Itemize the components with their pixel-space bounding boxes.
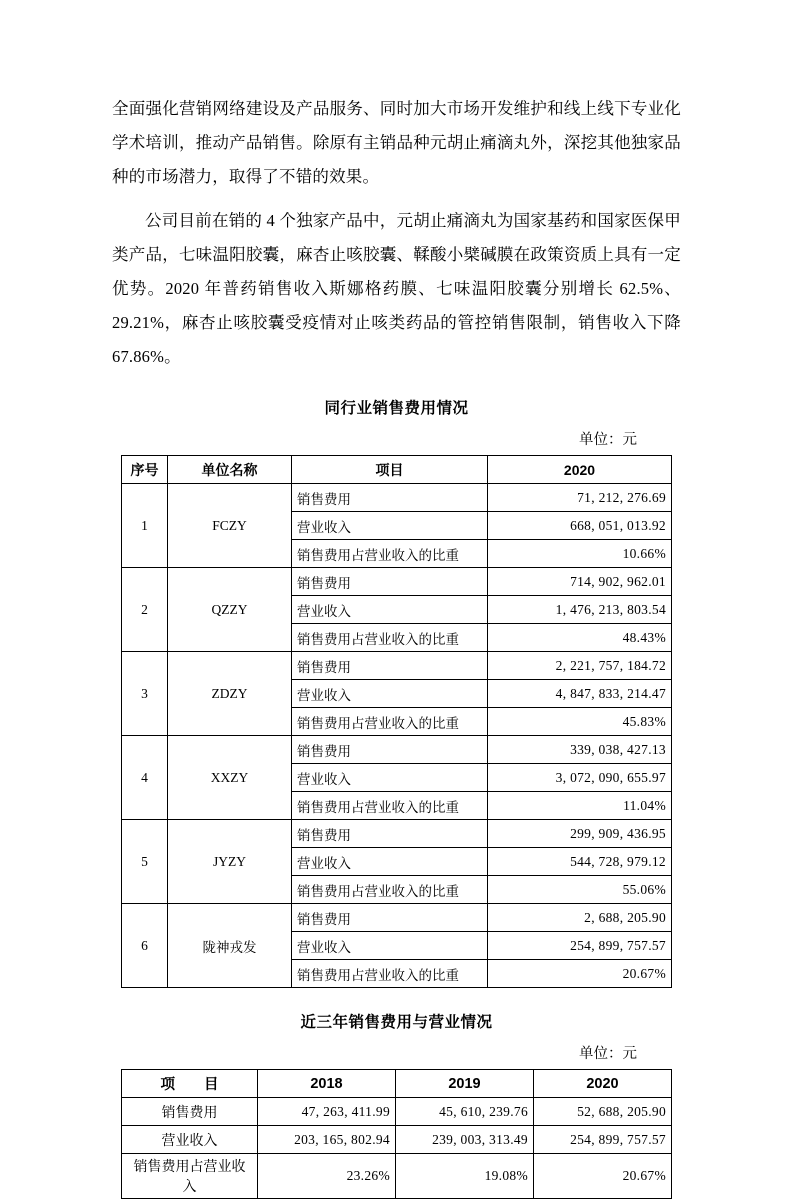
cell-item-label: 销售费用 [292, 736, 488, 764]
cell-item-label: 销售费用 [292, 904, 488, 932]
cell-value: 48.43% [488, 624, 672, 652]
table-row [122, 904, 672, 932]
cell-row-label: 营业收入 [122, 1126, 258, 1154]
cell-value: 52, 688, 205.90 [534, 1098, 672, 1126]
cell-value: 299, 909, 436.95 [488, 820, 672, 848]
cell-item-label: 销售费用占营业收入的比重 [292, 960, 488, 988]
table-row [122, 1098, 672, 1126]
cell-value: 45.83% [488, 708, 672, 736]
cell-no: 1 [122, 484, 168, 568]
col-header-2020: 2020 [534, 1070, 672, 1098]
cell-item-label: 销售费用 [292, 484, 488, 512]
table-row [122, 1154, 672, 1199]
col-header-item: 项目 [292, 456, 488, 484]
cell-item-label: 销售费用占营业收入的比重 [292, 876, 488, 904]
cell-item-label: 销售费用占营业收入的比重 [292, 540, 488, 568]
paragraph-2: 公司目前在销的 4 个独家产品中，元胡止痛滴丸为国家基药和国家医保甲类产品，七味温阳胶囊，麻杏止咳胶囊、鞣酸小檗碱膜在政策资质上具有一定优势。2020 年普药销售收入斯娜格药膜、七味温阳胶囊分别增长 62.5%、29.21%，麻杏止咳胶囊受疫情对止咳类药品的管控销售限制，销售收入下降 67.86%。 [112, 211, 681, 366]
col-header-2018: 2018 [258, 1070, 396, 1098]
table-row [122, 652, 672, 680]
cell-value: 23.26% [258, 1154, 396, 1199]
table-row [122, 568, 672, 596]
cell-value: 254, 899, 757.57 [534, 1126, 672, 1154]
table-row [122, 820, 672, 848]
table-header-row [122, 1070, 672, 1098]
cell-value: 20.67% [534, 1154, 672, 1199]
cell-value: 2, 688, 205.90 [488, 904, 672, 932]
table-three-year-sales-expense [121, 1069, 672, 1199]
col-header-company: 单位名称 [168, 456, 292, 484]
cell-value: 71, 212, 276.69 [488, 484, 672, 512]
cell-item-label: 销售费用 [292, 820, 488, 848]
cell-value: 668, 051, 013.92 [488, 512, 672, 540]
cell-company: 陇神戎发 [168, 904, 292, 988]
cell-no: 2 [122, 568, 168, 652]
cell-row-label: 销售费用占营业收入 [122, 1154, 258, 1199]
table-row [122, 484, 672, 512]
cell-no: 4 [122, 736, 168, 820]
cell-item-label: 营业收入 [292, 512, 488, 540]
unit-label-table1: 单位：元 [579, 432, 637, 448]
cell-no: 5 [122, 820, 168, 904]
cell-value: 45, 610, 239.76 [396, 1098, 534, 1126]
section-title-industry-expense: 同行业销售费用情况 [324, 400, 469, 417]
table-row [122, 1126, 672, 1154]
cell-company: JYZY [168, 820, 292, 904]
col-header-no: 序号 [122, 456, 168, 484]
cell-item-label: 销售费用占营业收入的比重 [292, 792, 488, 820]
section-title-three-year: 近三年销售费用与营业情况 [300, 1014, 493, 1031]
cell-item-label: 营业收入 [292, 932, 488, 960]
paragraph-1: 全面强化营销网络建设及产品服务、同时加大市场开发维护和线上线下专业化学术培训，推动产品销售。除原有主销品种元胡止痛滴丸外，深挖其他独家品种的市场潜力，取得了不错的效果。 [112, 99, 681, 186]
cell-no: 3 [122, 652, 168, 736]
table-industry-sales-expense [121, 455, 672, 988]
cell-value: 4, 847, 833, 214.47 [488, 680, 672, 708]
table-header-row [122, 456, 672, 484]
cell-value: 11.04% [488, 792, 672, 820]
table-row [122, 736, 672, 764]
cell-company: FCZY [168, 484, 292, 568]
cell-value: 19.08% [396, 1154, 534, 1199]
cell-item-label: 销售费用 [292, 652, 488, 680]
cell-item-label: 营业收入 [292, 596, 488, 624]
cell-item-label: 营业收入 [292, 848, 488, 876]
cell-row-label: 销售费用 [122, 1098, 258, 1126]
cell-item-label: 营业收入 [292, 764, 488, 792]
cell-value: 10.66% [488, 540, 672, 568]
cell-item-label: 销售费用 [292, 568, 488, 596]
cell-value: 544, 728, 979.12 [488, 848, 672, 876]
cell-value: 3, 072, 090, 655.97 [488, 764, 672, 792]
col-header-item: 项 目 [122, 1070, 258, 1098]
cell-value: 254, 899, 757.57 [488, 932, 672, 960]
cell-item-label: 销售费用占营业收入的比重 [292, 708, 488, 736]
cell-value: 339, 038, 427.13 [488, 736, 672, 764]
unit-label-table2: 单位：元 [579, 1046, 637, 1062]
cell-item-label: 营业收入 [292, 680, 488, 708]
cell-company: QZZY [168, 568, 292, 652]
paragraph-spacer [112, 194, 681, 204]
cell-no: 6 [122, 904, 168, 988]
cell-value: 2, 221, 757, 184.72 [488, 652, 672, 680]
cell-company: ZDZY [168, 652, 292, 736]
cell-value: 20.67% [488, 960, 672, 988]
cell-value: 239, 003, 313.49 [396, 1126, 534, 1154]
cell-company: XXZY [168, 736, 292, 820]
cell-value: 714, 902, 962.01 [488, 568, 672, 596]
cell-value: 55.06% [488, 876, 672, 904]
col-header-year: 2020 [488, 456, 672, 484]
cell-value: 47, 263, 411.99 [258, 1098, 396, 1126]
col-header-2019: 2019 [396, 1070, 534, 1098]
cell-value: 203, 165, 802.94 [258, 1126, 396, 1154]
cell-item-label: 销售费用占营业收入的比重 [292, 624, 488, 652]
cell-value: 1, 476, 213, 803.54 [488, 596, 672, 624]
